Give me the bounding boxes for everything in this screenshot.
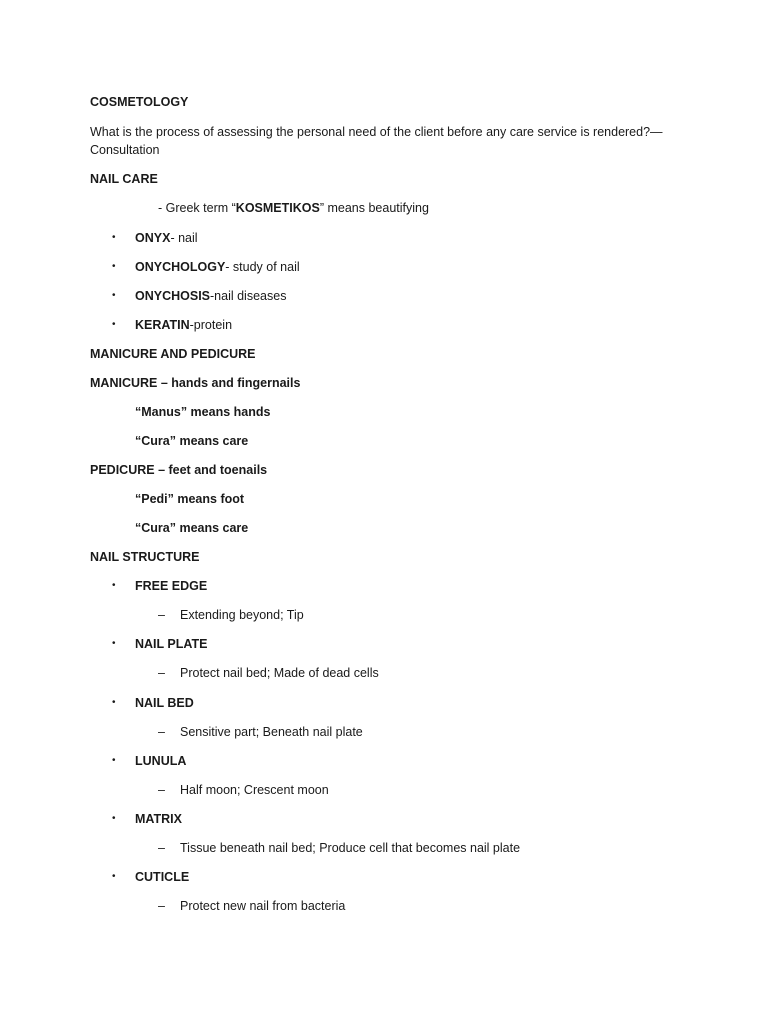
greek-term-prefix: - Greek term “ xyxy=(158,201,236,215)
document-title: COSMETOLOGY xyxy=(90,95,189,109)
term: KERATIN xyxy=(135,318,190,332)
greek-term-line xyxy=(158,200,429,216)
bullet-marker: • xyxy=(112,232,116,243)
bullet-marker: • xyxy=(112,871,116,882)
bullet-marker: • xyxy=(112,755,116,766)
dash-marker: – xyxy=(158,666,165,680)
bullet-marker: • xyxy=(112,319,116,330)
term: ONYCHOSIS xyxy=(135,289,211,303)
structure-term-cuticle: CUTICLE xyxy=(135,870,190,884)
structure-desc-nail-bed: Sensitive part; Beneath nail plate xyxy=(180,725,363,739)
bullet-marker: • xyxy=(112,290,116,301)
term: ONYX xyxy=(135,231,171,245)
structure-term-lunula: LUNULA xyxy=(135,754,187,768)
bullet-marker: • xyxy=(112,813,116,824)
pedicure-sub-line: “Cura” means care xyxy=(135,521,249,535)
structure-term-nail-bed: NAIL BED xyxy=(135,696,194,710)
pedicure-sub-line: “Pedi” means foot xyxy=(135,492,245,506)
list-item-keratin xyxy=(135,317,232,333)
dash-marker: – xyxy=(158,608,165,622)
manicure-sub-line: “Manus” means hands xyxy=(135,405,271,419)
structure-term-free-edge: FREE EDGE xyxy=(135,579,208,593)
question-text: What is the process of assessing the personal need of the client before any care service is rendered?— xyxy=(90,125,663,139)
structure-desc-matrix: Tissue beneath nail bed; Produce cell that becomes nail plate xyxy=(180,841,521,855)
mani-pedi-heading: MANICURE AND PEDICURE xyxy=(90,347,256,361)
dash-marker: – xyxy=(158,899,165,913)
definition: -nail diseases xyxy=(210,289,287,303)
question-answer: Consultation xyxy=(90,143,160,157)
structure-desc-lunula: Half moon; Crescent moon xyxy=(180,783,329,797)
manicure-sub-line: “Cura” means care xyxy=(135,434,249,448)
definition: -protein xyxy=(189,318,233,332)
bullet-marker: • xyxy=(112,580,116,591)
greek-term-suffix: ” means beautifying xyxy=(319,201,429,215)
structure-desc-nail-plate: Protect nail bed; Made of dead cells xyxy=(180,666,379,680)
structure-desc-free-edge: Extending beyond; Tip xyxy=(180,608,304,622)
list-item-onyx xyxy=(135,230,198,246)
bullet-marker: • xyxy=(112,697,116,708)
term: ONYCHOLOGY xyxy=(135,260,226,274)
greek-term-word: KOSMETIKOS xyxy=(235,201,320,215)
dash-marker: – xyxy=(158,783,165,797)
pedicure-line: PEDICURE – feet and toenails xyxy=(90,463,268,477)
list-item-onychology xyxy=(135,259,300,275)
nail-care-heading: NAIL CARE xyxy=(90,172,158,186)
dash-marker: – xyxy=(158,725,165,739)
structure-desc-cuticle: Protect new nail from bacteria xyxy=(180,899,346,913)
nail-structure-heading: NAIL STRUCTURE xyxy=(90,550,200,564)
bullet-marker: • xyxy=(112,638,116,649)
bullet-marker: • xyxy=(112,261,116,272)
structure-term-nail-plate: NAIL PLATE xyxy=(135,637,208,651)
manicure-line: MANICURE – hands and fingernails xyxy=(90,376,301,390)
list-item-onychosis xyxy=(135,288,286,304)
structure-term-matrix: MATRIX xyxy=(135,812,182,826)
definition: - nail xyxy=(170,231,198,245)
definition: - study of nail xyxy=(225,260,300,274)
dash-marker: – xyxy=(158,841,165,855)
